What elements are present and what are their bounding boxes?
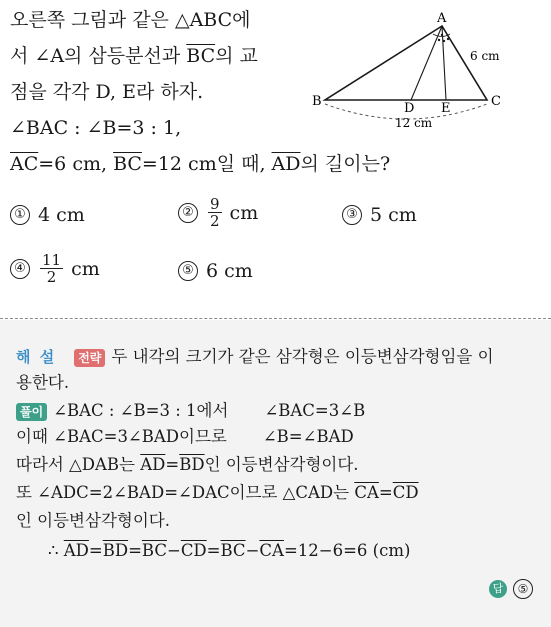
text: 이때 ∠BAC=3∠BAD이므로 (16, 427, 227, 446)
choice-number: ④ (10, 259, 30, 279)
label-ac-length: 6 cm (470, 49, 500, 63)
angle-mark (438, 39, 440, 41)
choice-3[interactable] (342, 204, 417, 226)
segment: $\overline{CA}$ (354, 483, 379, 502)
answer-badge: 답 (489, 580, 507, 598)
choice-number: ⑤ (178, 261, 198, 281)
text: ∠BAC : ∠B=3 : 1에서 (53, 401, 229, 420)
segment: $\overline{BD}$ (102, 541, 129, 560)
segment: $\overline{BC}$ (141, 541, 167, 560)
trisector-ae (442, 26, 446, 100)
text: 의 교 (215, 45, 258, 67)
problem-line-3: 점을 각각 D, E라 하자. (10, 81, 204, 103)
text: 인 이등변삼각형이다. (204, 455, 359, 474)
segment-ad: $\overline{AD}$ (271, 153, 301, 175)
fraction (40, 252, 63, 285)
text: 서 ∠A의 삼등분선과 (10, 45, 187, 67)
segment-bc: $\overline{BC}$ (113, 153, 142, 175)
segment: $\overline{AD}$ (63, 541, 89, 560)
denominator: 2 (210, 212, 220, 230)
numerator: 11 (42, 251, 62, 269)
choice-text: 4 cm (38, 204, 85, 226)
strategy-line-1 (16, 346, 494, 368)
segment: $\overline{CA}$ (259, 541, 284, 560)
segment: $\overline{CD}$ (392, 483, 419, 502)
choice-2[interactable] (178, 196, 258, 229)
solution-line-3 (16, 454, 359, 476)
text: 두 내각의 크기가 같은 삼각형은 이등변삼각형임을 이 (111, 347, 494, 366)
choice-number: ① (10, 205, 30, 225)
label-bc-length: 12 cm (395, 116, 433, 130)
denominator: 2 (46, 268, 57, 286)
text: 따라서 △DAB는 (16, 455, 141, 474)
text: =6 cm, (38, 153, 114, 175)
text: ∠BAC=3∠B (264, 401, 366, 420)
text: ∠B=∠BAD (262, 427, 354, 446)
segment-bc: $\overline{BC}$ (186, 45, 216, 67)
text: = (165, 455, 180, 474)
answer-value: ⑤ (513, 579, 533, 599)
problem-line-4: ∠BAC : ∠B=3 : 1, (10, 117, 182, 139)
solution-section (0, 320, 551, 627)
choice-1[interactable] (10, 204, 85, 226)
choice-text: 6 cm (206, 260, 253, 282)
solution-line-2 (16, 426, 354, 448)
solution-line-6 (48, 540, 410, 562)
text: =12 cm일 때, (141, 153, 272, 175)
answer (489, 579, 533, 599)
segment-ac: $\overline{AC}$ (10, 153, 39, 175)
angle-mark (441, 34, 443, 36)
solution-header: 해 설 (16, 348, 57, 366)
triangle-abc (325, 26, 487, 100)
text: = (128, 541, 142, 560)
text: − (245, 541, 260, 560)
segment: $\overline{BC}$ (220, 541, 246, 560)
angle-mark (443, 40, 445, 42)
solution-badge: 풀이 (16, 403, 47, 421)
problem-line-2 (10, 44, 258, 68)
choice-number: ② (178, 203, 198, 223)
solution-line-5: 인 이등변삼각형이다. (16, 511, 170, 530)
label-e: E (441, 101, 451, 116)
choice-4[interactable] (10, 252, 100, 285)
segment: $\overline{AD}$ (140, 455, 166, 474)
numerator: 9 (210, 195, 220, 213)
text: = (206, 541, 221, 560)
strategy-line-2: 용한다. (16, 373, 70, 392)
text: − (166, 541, 181, 560)
label-b: B (312, 94, 322, 109)
unit: cm (71, 257, 100, 280)
segment: $\overline{CD}$ (180, 541, 207, 560)
choice-number: ③ (342, 205, 362, 225)
label-d: D (404, 101, 415, 116)
angle-mark (447, 38, 449, 40)
text: = (88, 541, 103, 560)
choice-5[interactable] (178, 260, 253, 282)
label-a: A (437, 11, 447, 26)
trisector-ad (411, 26, 442, 100)
segment: $\overline{BD}$ (179, 455, 205, 474)
solution-line-1 (16, 400, 365, 422)
text: ∴ (48, 541, 64, 560)
unit: cm (229, 201, 259, 224)
strategy-badge: 전략 (74, 349, 105, 367)
text: 의 길이는? (300, 153, 391, 175)
problem-line-1: 오른쪽 그림과 같은 △ABC에 (10, 9, 251, 31)
solution-line-4 (16, 482, 419, 504)
section-divider (0, 318, 551, 319)
text: 또 ∠ADC=2∠BAD=∠DAC이므로 △CAD는 (16, 483, 355, 502)
text: =12−6=6 (cm) (283, 541, 411, 560)
label-c: C (491, 94, 501, 109)
text: = (378, 483, 393, 502)
fraction (208, 196, 222, 229)
choice-text: 5 cm (370, 204, 417, 226)
triangle-figure (305, 8, 545, 138)
problem-line-5 (10, 152, 390, 176)
